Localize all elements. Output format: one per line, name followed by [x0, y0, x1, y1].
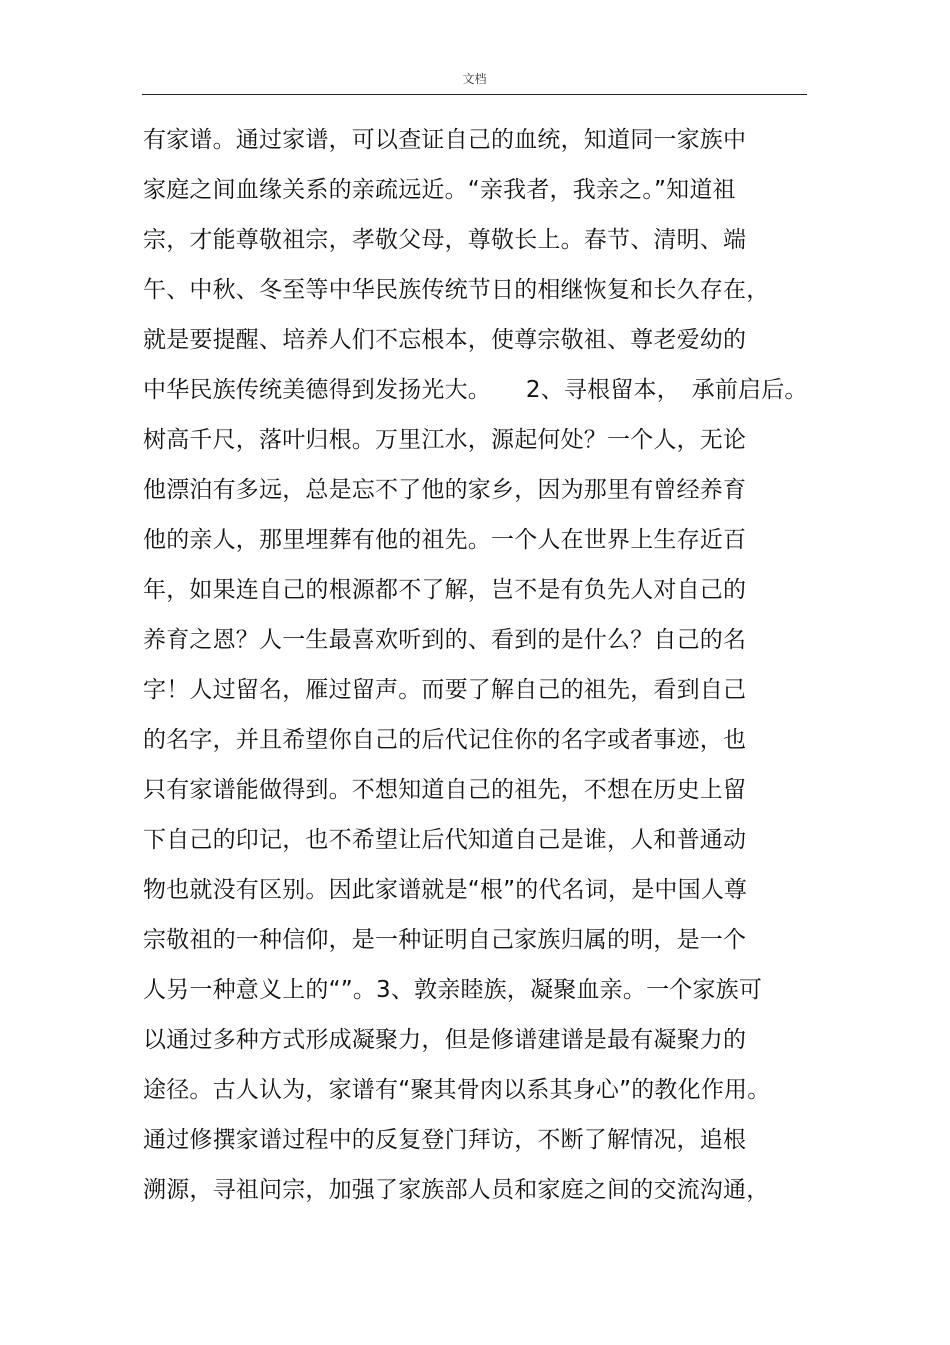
text-line: 的名字，并且希望你自己的后代记住你的名字或者事迹，也	[143, 727, 747, 753]
text-line: 有家谱。通过家谱，可以查证自己的血统，知道同一家族中	[143, 127, 747, 153]
document-body	[143, 121, 823, 1221]
text-line: 字！人过留名，雁过留声。而要了解自己的祖先，看到自己	[143, 677, 747, 703]
text-line: 只有家谱能做得到。不想知道自己的祖先，不想在历史上留	[143, 777, 747, 803]
text-line: 下自己的印记，也不希望让后代知道自己是谁，人和普通动	[143, 827, 747, 853]
text-line: 养育之恩？人一生最喜欢听到的、看到的是什么？自己的名	[143, 627, 747, 653]
text-line: 树高千尺，落叶归根。万里江水，源起何处？一个人，无论	[143, 427, 747, 453]
text-line: 宗，才能尊敬祖宗，孝敬父母，尊敬长上。春节、清明、端	[143, 227, 747, 253]
text-line: 人另一种意义上的“”。3、敦亲睦族，凝聚血亲。一个家族可	[143, 977, 763, 1003]
text-line: 途径。古人认为，家谱有“聚其骨肉以系其身心”的教化作用。	[143, 1077, 771, 1103]
text-line: 就是要提醒、培养人们不忘根本，使尊宗敬祖、尊老爱幼的	[143, 327, 747, 353]
page-header	[142, 60, 807, 95]
text-line: 他的亲人，那里埋葬有他的祖先。一个人在世界上生存近百	[143, 527, 747, 553]
text-line: 家庭之间血缘关系的亲疏远近。“亲我者，我亲之。”知道祖	[143, 177, 736, 203]
header-label: 文档	[462, 72, 487, 86]
text-line: 溯源，寻祖问宗，加强了家族部人员和家庭之间的交流沟通，	[143, 1177, 770, 1203]
text-line: 他漂泊有多远，总是忘不了他的家乡，因为那里有曾经养育	[143, 477, 747, 503]
text-line: 年，如果连自己的根源都不了解，岂不是有负先人对自己的	[143, 577, 747, 603]
text-line: 以通过多种方式形成凝聚力，但是修谱建谱是最有凝聚力的	[143, 1027, 747, 1053]
text-line: 物也就没有区别。因此家谱就是“根”的代名词，是中国人尊	[143, 877, 748, 903]
text-line: 通过修撰家谱过程中的反复登门拜访，不断了解情况，追根	[143, 1127, 747, 1153]
text-line: 中华民族传统美德得到发扬光大。 2、寻根留本， 承前启后。	[143, 377, 808, 403]
text-line: 午、中秋、冬至等中华民族传统节日的相继恢复和长久存在，	[143, 277, 770, 303]
text-line: 宗敬祖的一种信仰，是一种证明自己家族归属的明，是一个	[143, 927, 747, 953]
